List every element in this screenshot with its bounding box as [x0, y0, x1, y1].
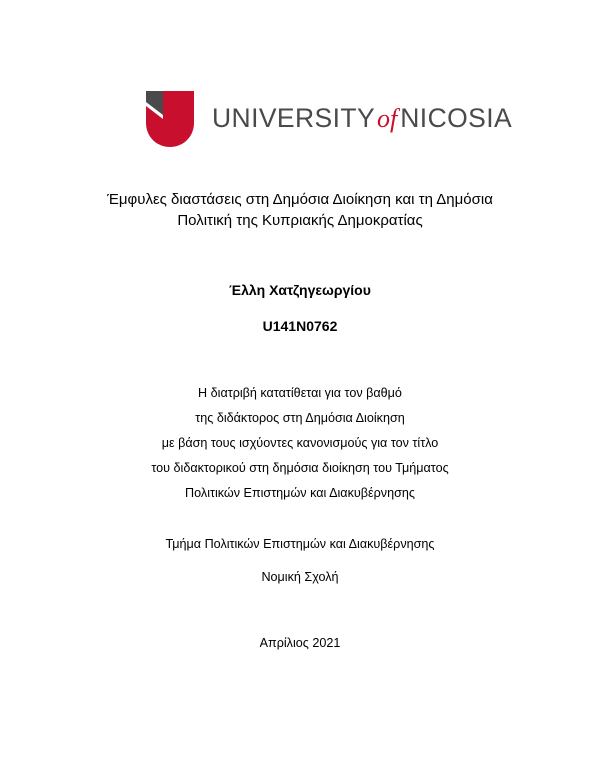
statement-line-4: του διδακτορικού στη δημόσια διοίκηση του Τμήματος — [151, 461, 449, 475]
submission-date: Απρίλιος 2021 — [259, 636, 341, 650]
thesis-title-line-2: Πολιτική της Κυπριακής Δημοκρατίας — [177, 212, 423, 229]
statement-line-5: Πολιτικών Επιστημών και Διακυβέρνησης — [185, 486, 415, 500]
statement-line-3: με βάση τους ισχύοντες κανονισμούς για τον τίτλο — [161, 436, 439, 450]
school-name: Νομική Σχολή — [261, 570, 339, 584]
thesis-title-line-1: Έμφυλες διαστάσεις στη Δημόσια Διοίκηση και τη Δημόσια — [107, 191, 493, 208]
university-logo — [146, 91, 513, 147]
department-name: Τμήμα Πολιτικών Επιστημών και Διακυβέρνησης — [165, 537, 435, 551]
author-name: Έλλη Χατζηγεωργίου — [229, 282, 371, 298]
statement-line-2: της διδάκτορος στη Δημόσια Διοίκηση — [195, 411, 405, 425]
university-shield-icon — [146, 91, 194, 147]
student-id: U141N0762 — [262, 318, 338, 334]
university-wordmark: UNIVERSITYof NICOSIA — [212, 103, 513, 133]
statement-line-1: Η διατριβή κατατίθεται για τον βαθμό — [198, 386, 402, 400]
